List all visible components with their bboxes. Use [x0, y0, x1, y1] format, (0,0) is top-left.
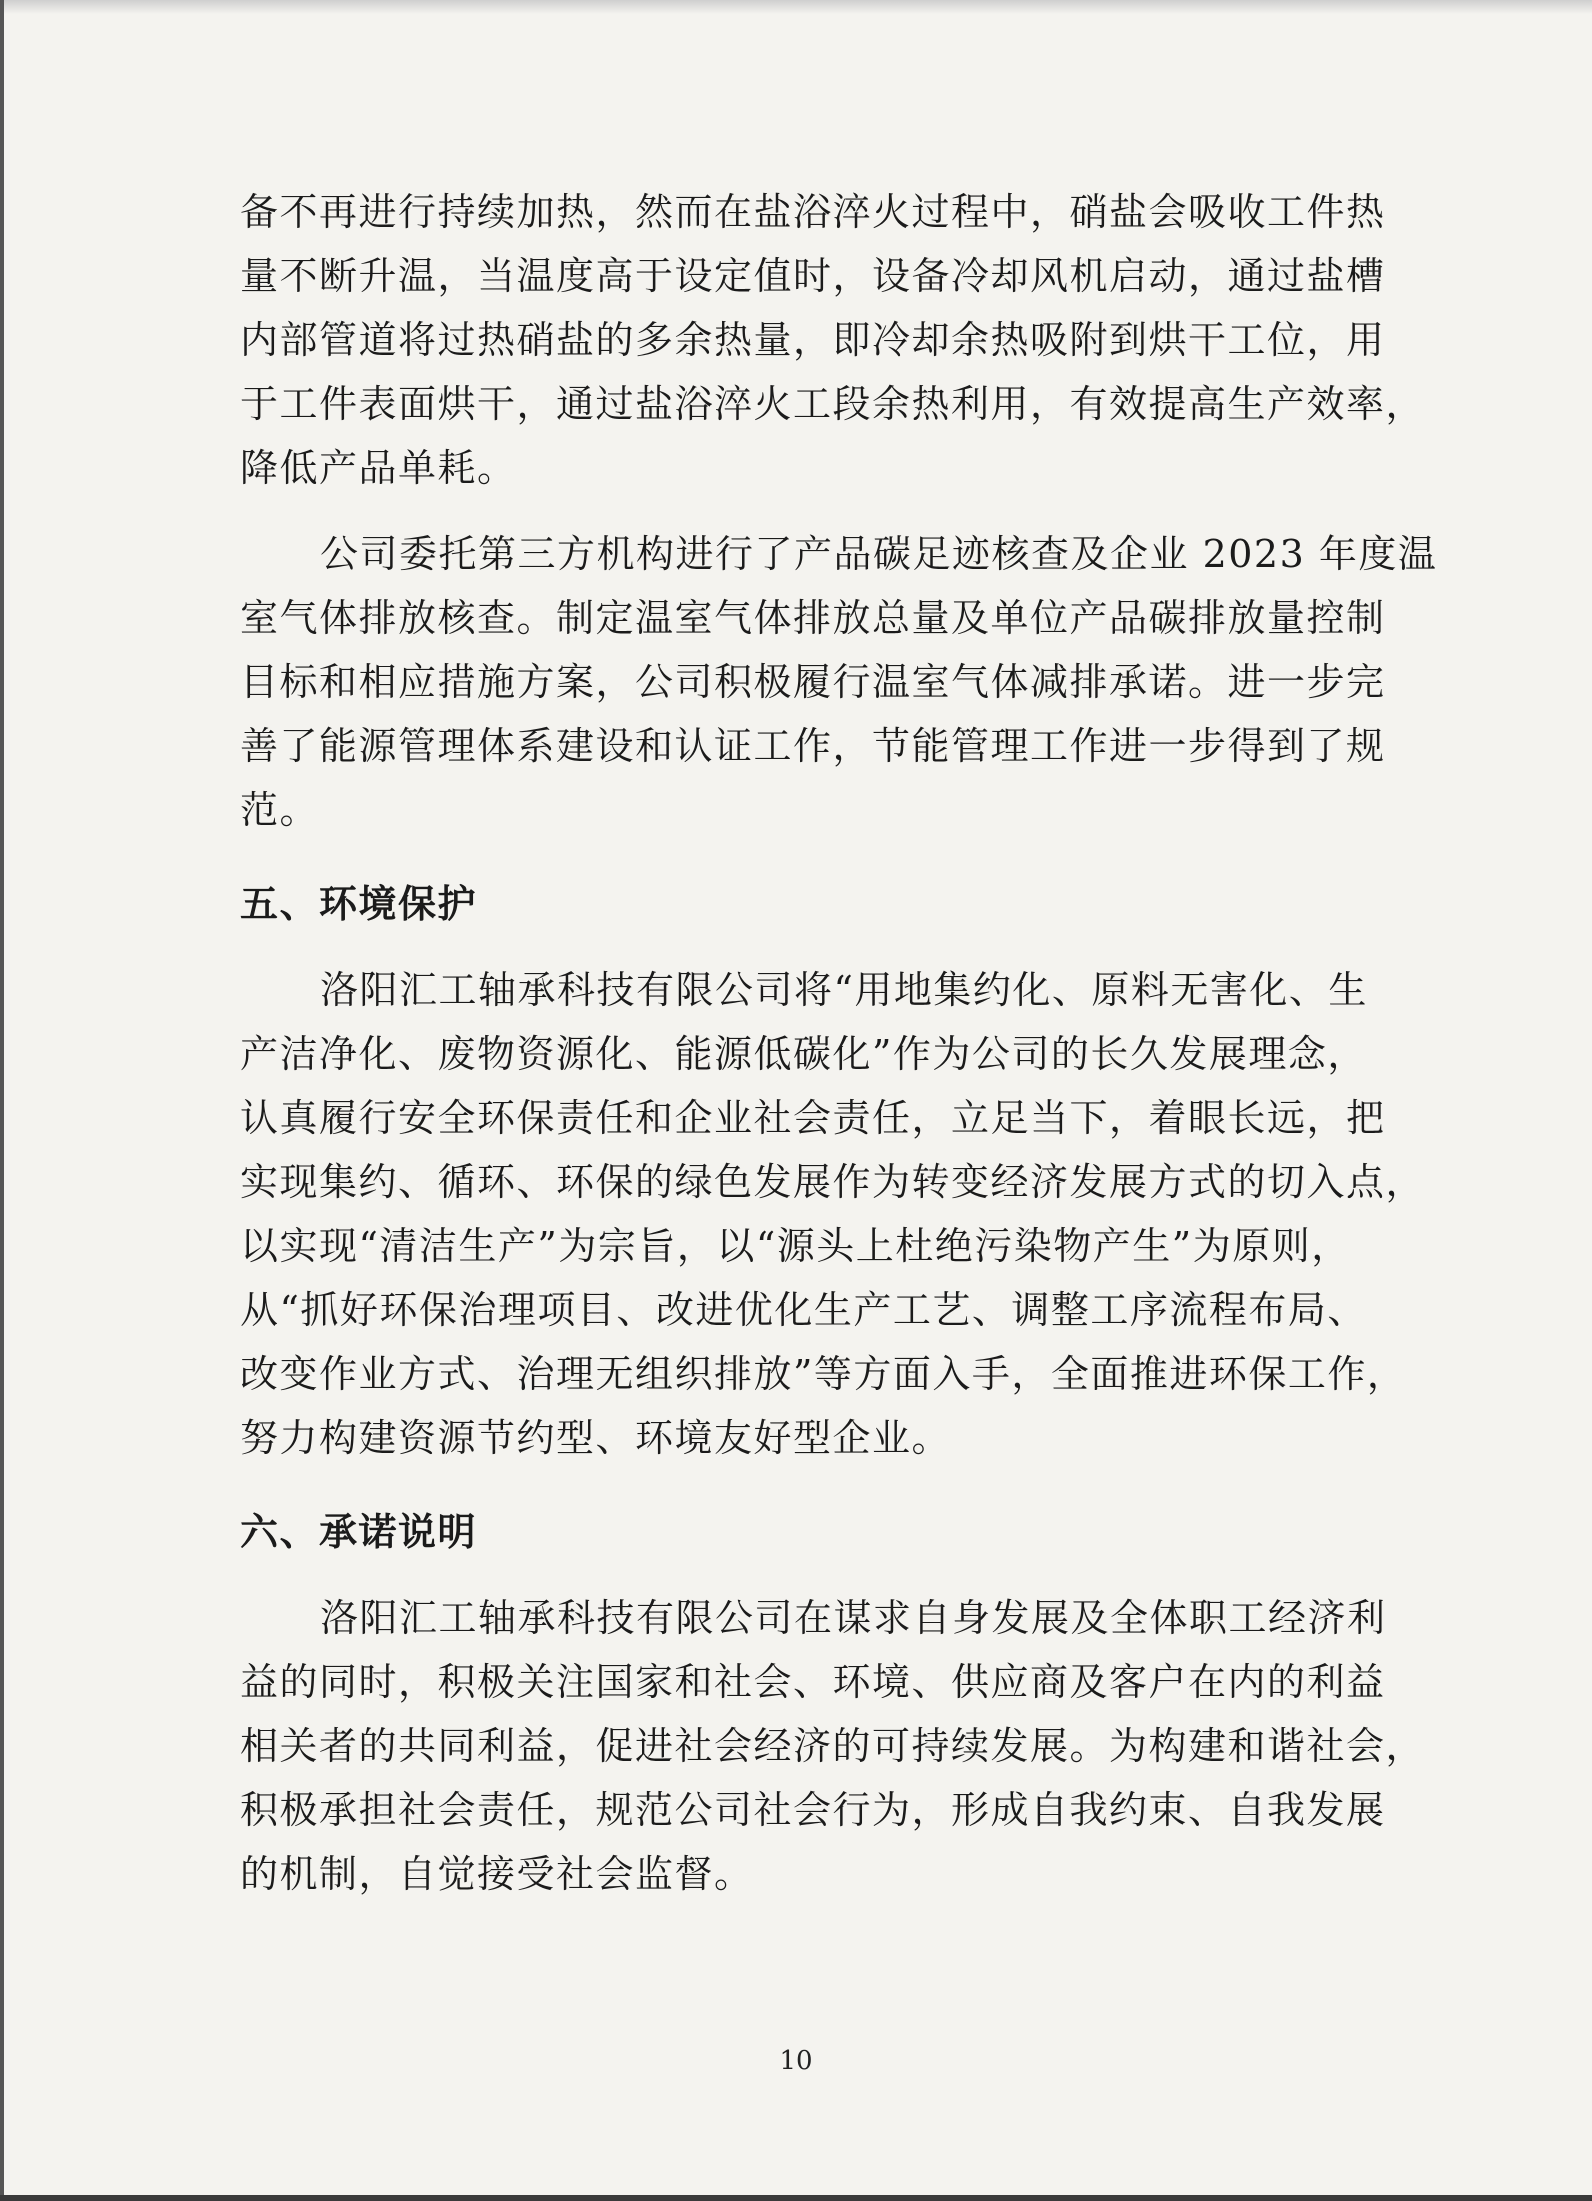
text-line: 洛阳汇工轴承科技有限公司在谋求自身发展及全体职工经济利: [320, 1596, 1387, 1640]
scan-bottom-edge: [0, 2195, 1592, 2201]
text-line: 公司委托第三方机构进行了产品碳足迹核查及企业 2023 年度温: [320, 532, 1438, 576]
paragraph-3: [240, 958, 1426, 1470]
text-line: 改变作业方式、治理无组织排放”等方面入手，全面推进环保工作，: [240, 1352, 1407, 1396]
section-heading-commitment: 六、承诺说明: [240, 1510, 478, 1554]
text-line: 积极承担社会责任，规范公司社会行为，形成自我约束、自我发展: [240, 1788, 1386, 1832]
scan-top-shadow: [0, 0, 1592, 14]
text-line: 于工件表面烘干，通过盐浴淬火工段余热利用，有效提高生产效率，: [240, 382, 1426, 426]
text-line: 备不再进行持续加热，然而在盐浴淬火过程中，硝盐会吸收工件热: [240, 190, 1386, 234]
spacer: [240, 842, 1350, 872]
paragraph-2: [240, 522, 1438, 842]
text-line: 洛阳汇工轴承科技有限公司将“用地集约化、原料无害化、生: [320, 968, 1368, 1012]
paragraph-1: [240, 180, 1426, 500]
text-line: 善了能源管理体系建设和认证工作，节能管理工作进一步得到了规: [240, 724, 1386, 768]
text-line: 以实现“清洁生产”为宗旨，以“源头上杜绝污染物产生”为原则，: [240, 1224, 1351, 1268]
text-line: 范。: [240, 788, 320, 832]
text-line: 认真履行安全环保责任和企业社会责任，立足当下，着眼长远，把: [240, 1096, 1386, 1140]
page-number: 10: [779, 2046, 813, 2076]
scan-left-edge: [0, 0, 4, 2201]
text-line: 的机制，自觉接受社会监督。: [240, 1852, 754, 1896]
text-line: 努力构建资源节约型、环境友好型企业。: [240, 1416, 952, 1460]
text-line: 内部管道将过热硝盐的多余热量，即冷却余热吸附到烘干工位，用: [240, 318, 1386, 362]
spacer: [240, 1564, 1350, 1586]
document-body: [240, 180, 1438, 1906]
paragraph-4: [240, 1586, 1426, 1906]
spacer: [240, 936, 1350, 958]
text-line: 产洁净化、废物资源化、能源低碳化”作为公司的长久发展理念，: [240, 1032, 1367, 1076]
section-heading-environment: 五、环境保护: [240, 882, 478, 926]
spacer: [240, 1470, 1350, 1500]
text-line: 益的同时，积极关注国家和社会、环境、供应商及客户在内的利益: [240, 1660, 1386, 1704]
text-line: 降低产品单耗。: [240, 446, 517, 490]
spacer: [240, 500, 1350, 522]
text-line: 量不断升温，当温度高于设定值时，设备冷却风机启动，通过盐槽: [240, 254, 1386, 298]
text-line: 从“抓好环保治理项目、改进优化生产工艺、调整工序流程布局、: [240, 1288, 1367, 1332]
text-line: 实现集约、循环、环保的绿色发展作为转变经济发展方式的切入点，: [240, 1160, 1426, 1204]
text-line: 相关者的共同利益，促进社会经济的可持续发展。为构建和谐社会，: [240, 1724, 1426, 1768]
text-line: 室气体排放核查。制定温室气体排放总量及单位产品碳排放量控制: [240, 596, 1386, 640]
text-line: 目标和相应措施方案，公司积极履行温室气体减排承诺。进一步完: [240, 660, 1386, 704]
